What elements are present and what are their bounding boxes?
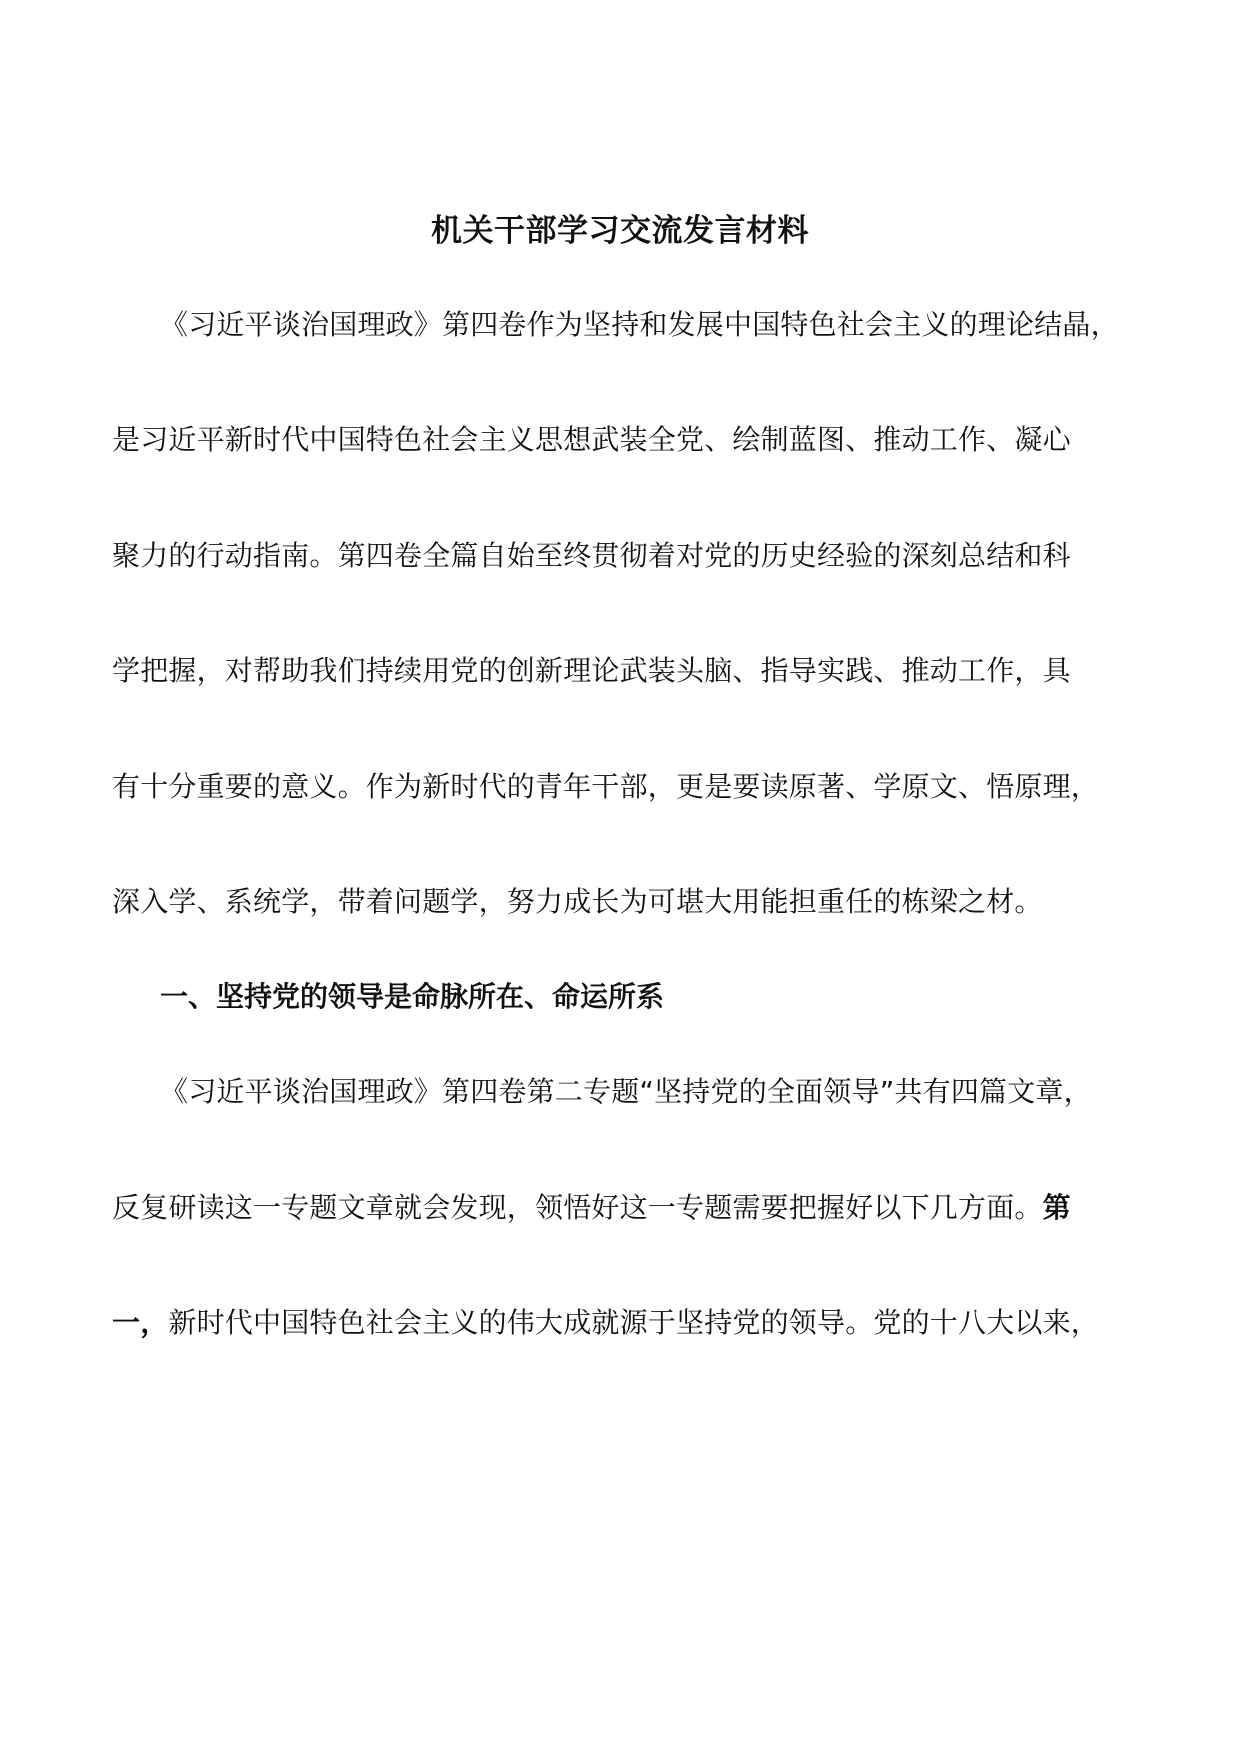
emphasis-text: 第 bbox=[1042, 1191, 1071, 1224]
paragraph-line: 有十分重要的意义。作为新时代的青年干部，更是要读原著、学原文、悟原理， bbox=[112, 770, 1100, 803]
paragraph-line: 学把握，对帮助我们持续用党的创新理论武装头脑、指导实践、推动工作，具 bbox=[112, 654, 1071, 687]
paragraph-line: 是习近平新时代中国特色社会主义思想武装全党、绘制蓝图、推动工作、凝心 bbox=[112, 423, 1071, 456]
paragraph-line: 深入学、系统学，带着问题学，努力成长为可堪大用能担重任的栋梁之材。 bbox=[112, 885, 1043, 918]
paragraph-line: 《习近平谈治国理政》第四卷第二专题“坚持党的全面领导”共有四篇文章， bbox=[160, 1075, 1092, 1108]
paragraph-line: 《习近平谈治国理政》第四卷作为坚持和发展中国特色社会主义的理论结晶， bbox=[160, 308, 1119, 341]
paragraph-text: 新时代中国特色社会主义的伟大成就源于坚持党的领导。党的十八大以来， bbox=[168, 1306, 1100, 1339]
section-heading: 一、坚持党的领导是命脉所在、命运所系 bbox=[160, 980, 665, 1013]
paragraph-text: 反复研读这一专题文章就会发现，领悟好这一专题需要把握好以下几方面。 bbox=[112, 1191, 1043, 1224]
paragraph-line bbox=[112, 1301, 1099, 1341]
emphasis-text: 一， bbox=[112, 1306, 169, 1339]
document-title: 机关干部学习交流发言材料 bbox=[431, 213, 809, 249]
paragraph-line bbox=[112, 1186, 1071, 1226]
paragraph-line: 聚力的行动指南。第四卷全篇自始至终贯彻着对党的历史经验的深刻总结和科 bbox=[112, 539, 1071, 572]
